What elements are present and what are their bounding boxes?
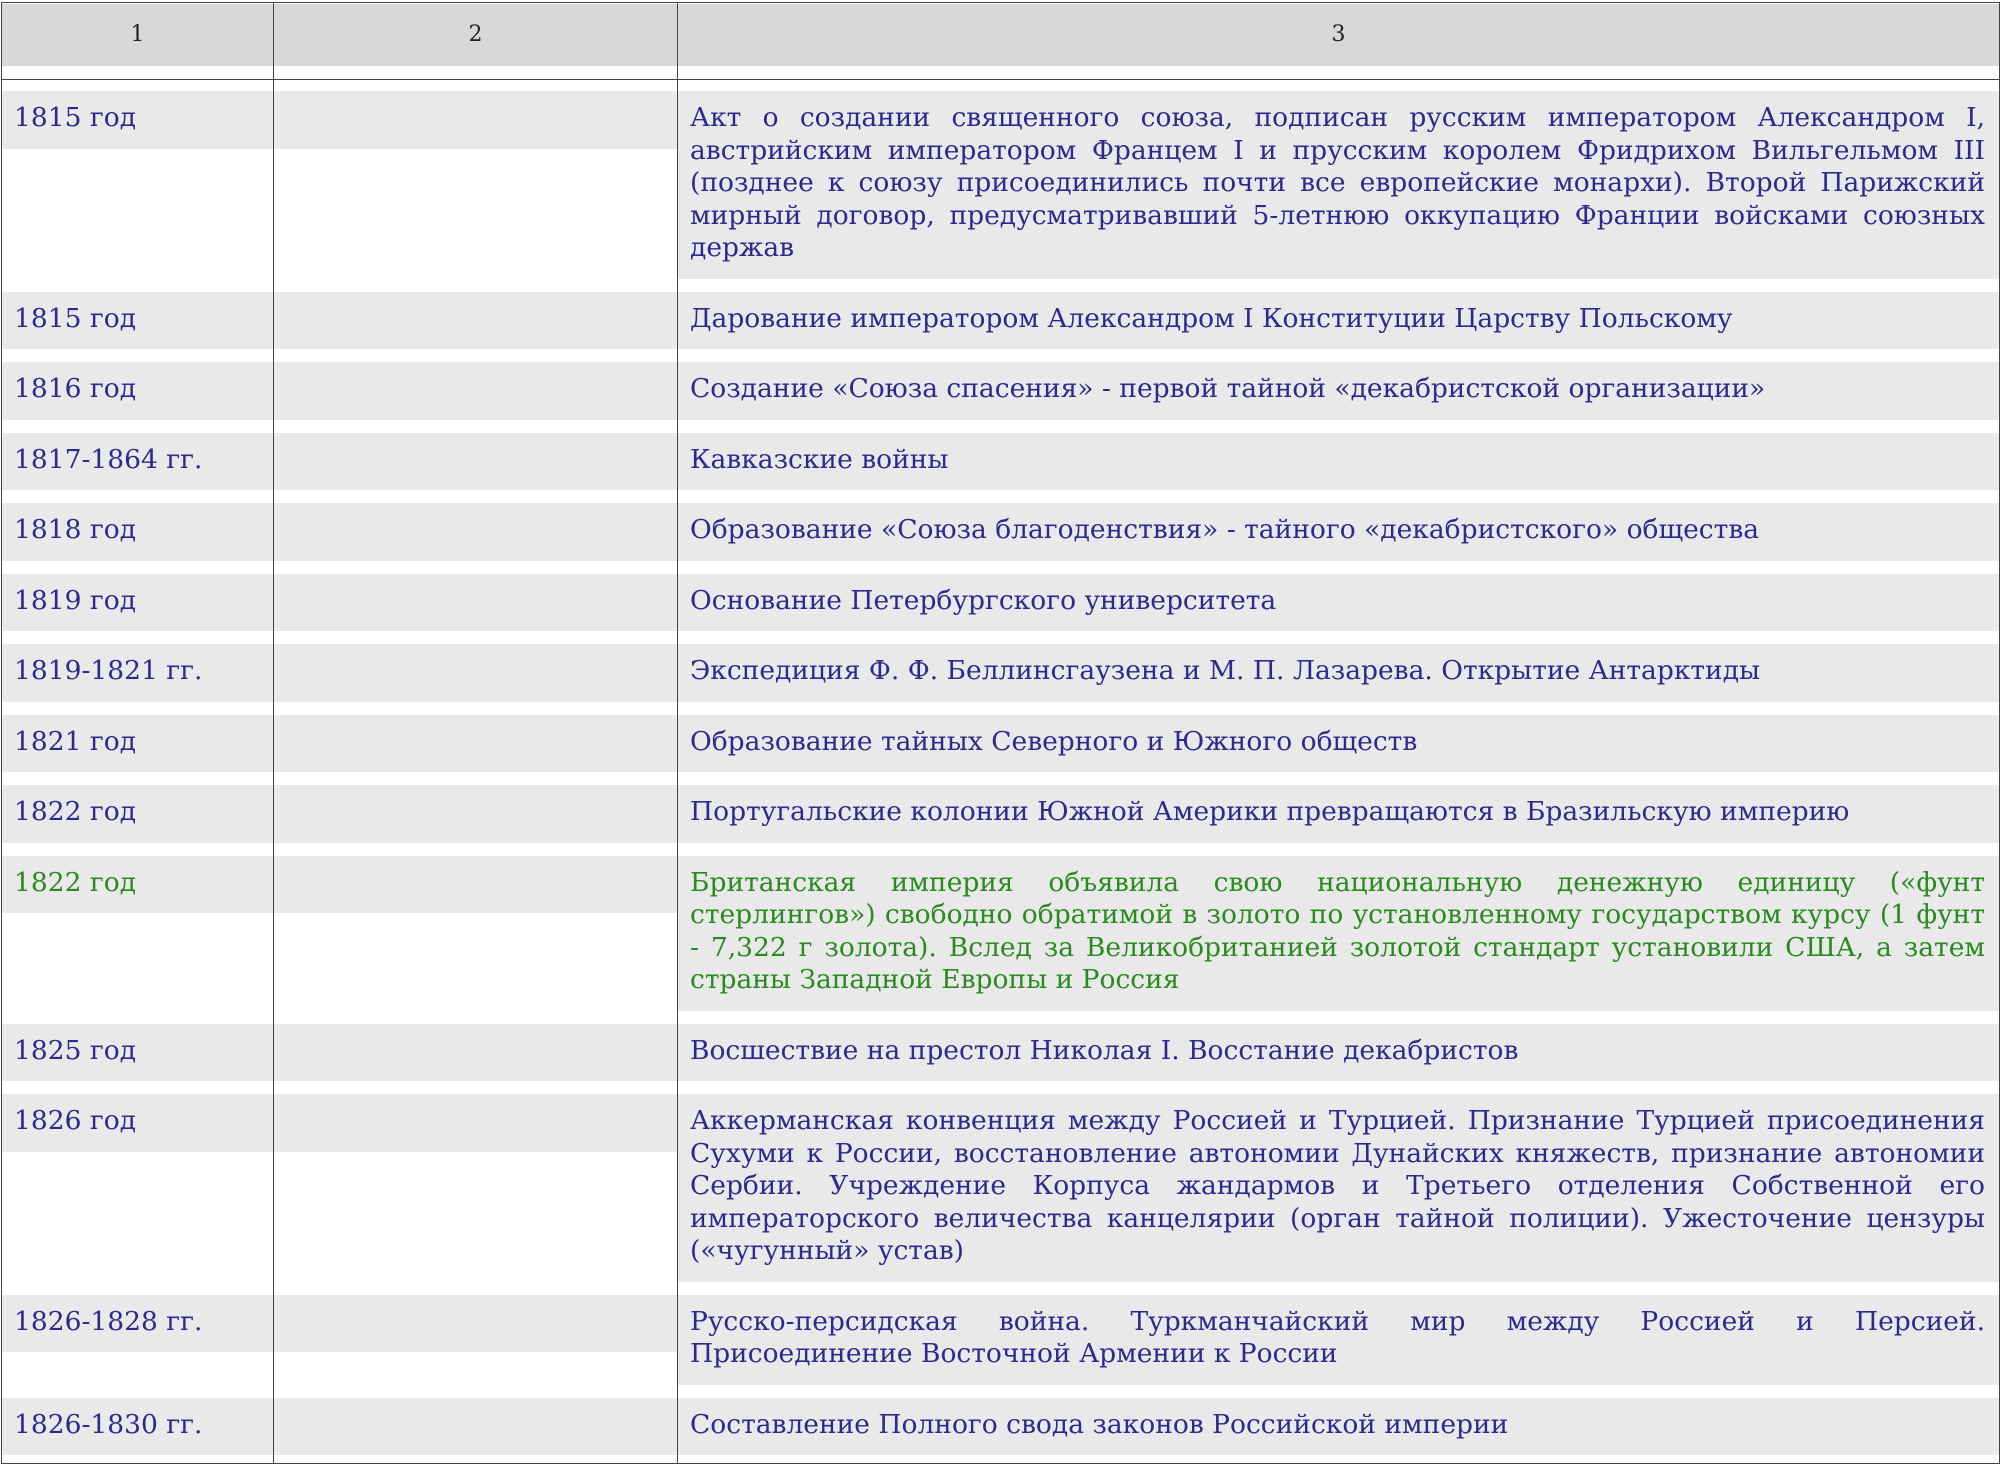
event-cell <box>274 710 678 781</box>
event-cell-text <box>274 292 677 350</box>
description-cell-text: Составление Полного свода законов Российской империи <box>678 1398 1999 1456</box>
table-row <box>2 498 2000 569</box>
event-cell-text <box>274 785 677 843</box>
description-cell-text: Создание «Союза спасения» - первой тайной «декабристской организации» <box>678 362 1999 420</box>
description-cell <box>678 1393 2000 1464</box>
header-col-3: 3 <box>678 3 2000 80</box>
description-cell <box>678 1089 2000 1290</box>
date-cell-text: 1826-1828 гг. <box>2 1295 273 1353</box>
description-cell-text: Аккерманская конвенция между Россией и Турцией. Признание Турцией присоединения Сухуми к России, восстановление автономии Дунайских княжеств, признание автономии Сербии. Учреждение Корпуса жандармов и Третьего отделения Собственной его императорского величества канцелярии (орган тайной полиции). Ужесточение цензуры («чугунный» устав) <box>678 1094 1999 1282</box>
description-cell-text: Образование «Союза благоденствия» - тайного «декабристского» общества <box>678 503 1999 561</box>
event-cell-text <box>274 1024 677 1082</box>
event-cell <box>274 1019 678 1090</box>
table-row <box>2 428 2000 499</box>
date-cell <box>2 851 274 1019</box>
date-cell-text: 1821 год <box>2 715 273 773</box>
event-cell <box>274 569 678 640</box>
event-cell-text <box>274 503 677 561</box>
description-cell <box>678 86 2000 287</box>
date-cell-text: 1819 год <box>2 574 273 632</box>
table-row <box>2 1290 2000 1393</box>
date-cell-text: 1817-1864 гг. <box>2 433 273 491</box>
description-cell <box>678 569 2000 640</box>
date-cell-text: 1826-1830 гг. <box>2 1398 273 1456</box>
description-cell <box>678 428 2000 499</box>
table-row <box>2 710 2000 781</box>
table-header-row <box>2 3 2000 80</box>
chronology-table-container <box>1 2 1999 1464</box>
header-col-1: 1 <box>2 3 274 80</box>
header-col-2: 2 <box>274 3 678 80</box>
date-cell-text: 1822 год <box>2 785 273 843</box>
date-cell <box>2 710 274 781</box>
date-cell-text: 1819-1821 гг. <box>2 644 273 702</box>
event-cell-text <box>274 574 677 632</box>
description-cell-text: Британская империя объявила свою национальную денежную единицу («фунт стерлингов») свободно обратимой в золото по установленному государством курсу (1 фунт - 7,322 г золота). Вслед за Великобританией золотой стандарт установили США, а затем страны Западной Европы и Россия <box>678 856 1999 1011</box>
event-cell <box>274 780 678 851</box>
event-cell-text <box>274 433 677 491</box>
table-row <box>2 1089 2000 1290</box>
date-cell-text: 1818 год <box>2 503 273 561</box>
description-cell-text: Кавказские войны <box>678 433 1999 491</box>
event-cell-text <box>274 1398 677 1456</box>
event-cell-text <box>274 1295 677 1353</box>
event-cell <box>274 1089 678 1290</box>
table-row <box>2 639 2000 710</box>
description-cell-text: Восшествие на престол Николая I. Восстание декабристов <box>678 1024 1999 1082</box>
date-cell <box>2 639 274 710</box>
description-cell-text: Образование тайных Северного и Южного обществ <box>678 715 1999 773</box>
event-cell-text <box>274 91 677 149</box>
event-cell <box>274 1290 678 1393</box>
date-cell <box>2 1019 274 1090</box>
description-cell <box>678 287 2000 358</box>
event-cell-text <box>274 362 677 420</box>
event-cell-text <box>274 1094 677 1152</box>
event-cell <box>274 639 678 710</box>
date-cell <box>2 428 274 499</box>
event-cell-text <box>274 856 677 914</box>
description-cell-text: Дарование императором Александром I Конституции Царству Польскому <box>678 292 1999 350</box>
table-row <box>2 1393 2000 1464</box>
table-row <box>2 357 2000 428</box>
table-row <box>2 1019 2000 1090</box>
date-cell <box>2 1290 274 1393</box>
date-cell <box>2 1089 274 1290</box>
description-cell-text: Акт о создании священного союза, подписан русским императором Александром I, австрийским императором Францем I и прусским королем Фридрихом Вильгельмом III (позднее к союзу присоединились почти все европейские монархи). Второй Парижский мирный договор, предусматривавший 5-летнюю оккупацию Франции войсками союзных держав <box>678 91 1999 279</box>
date-cell <box>2 780 274 851</box>
description-cell-text: Экспедиция Ф. Ф. Беллинсгаузена и М. П. Лазарева. Открытие Антарктиды <box>678 644 1999 702</box>
description-cell <box>678 1019 2000 1090</box>
date-cell-text: 1816 год <box>2 362 273 420</box>
chronology-table <box>1 2 2000 1464</box>
description-cell-text: Русско-персидская война. Туркманчайский мир между Россией и Персией. Присоединение Восточной Армении к России <box>678 1295 1999 1385</box>
table-row <box>2 780 2000 851</box>
date-cell-text: 1815 год <box>2 91 273 149</box>
description-cell <box>678 780 2000 851</box>
event-cell <box>274 287 678 358</box>
description-cell <box>678 357 2000 428</box>
date-cell-text: 1815 год <box>2 292 273 350</box>
description-cell-text: Португальские колонии Южной Америки превращаются в Бразильскую империю <box>678 785 1999 843</box>
date-cell <box>2 86 274 287</box>
date-cell <box>2 1393 274 1464</box>
event-cell-text <box>274 644 677 702</box>
table-row <box>2 851 2000 1019</box>
description-cell <box>678 710 2000 781</box>
table-body <box>2 80 2000 1464</box>
date-cell-text: 1822 год <box>2 856 273 914</box>
event-cell-text <box>274 715 677 773</box>
event-cell <box>274 428 678 499</box>
date-cell <box>2 569 274 640</box>
table-row <box>2 569 2000 640</box>
description-cell <box>678 1290 2000 1393</box>
description-cell-text: Основание Петербургского университета <box>678 574 1999 632</box>
description-cell <box>678 639 2000 710</box>
date-cell-text: 1826 год <box>2 1094 273 1152</box>
date-cell <box>2 498 274 569</box>
table-row <box>2 86 2000 287</box>
event-cell <box>274 498 678 569</box>
event-cell <box>274 851 678 1019</box>
date-cell-text: 1825 год <box>2 1024 273 1082</box>
date-cell <box>2 287 274 358</box>
event-cell <box>274 357 678 428</box>
event-cell <box>274 86 678 287</box>
event-cell <box>274 1393 678 1464</box>
table-row <box>2 287 2000 358</box>
description-cell <box>678 851 2000 1019</box>
description-cell <box>678 498 2000 569</box>
date-cell <box>2 357 274 428</box>
